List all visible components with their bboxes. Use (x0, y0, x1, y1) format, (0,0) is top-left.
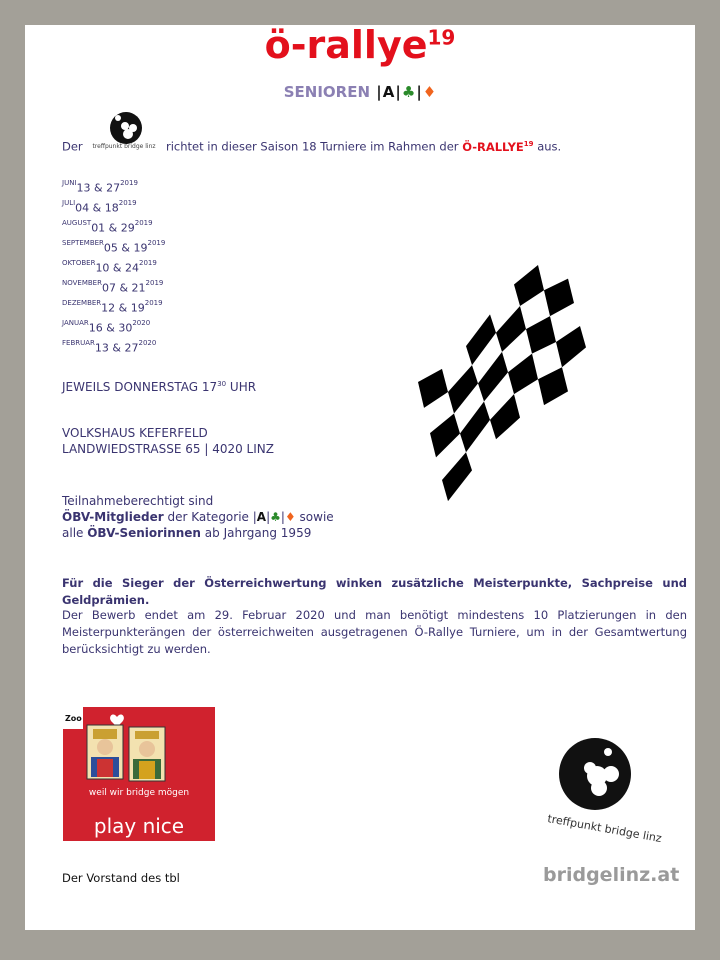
flag-square (466, 314, 496, 365)
date-month: JULI (62, 199, 76, 207)
date-row (62, 273, 322, 293)
page-title: ö-rallye$^{19}$ (264, 23, 456, 67)
seniors-label: SENIOREN (283, 83, 371, 101)
date-row (62, 233, 322, 253)
club-symbol-icon: ♣ (401, 83, 416, 101)
tournament-dates (62, 173, 322, 353)
date-days: 01 & 29 (91, 221, 135, 235)
venue-name: VOLKSHAUS KEFERFELD (62, 426, 208, 440)
date-row (62, 313, 322, 333)
flag-square (544, 279, 574, 317)
prizes-text: Für die Sieger der Österreichwertung winken zusätzliche Meisterpunkte, Sachpreise und Geldprämien. (62, 576, 687, 607)
date-year: 2019 (147, 239, 166, 247)
flag-square (514, 265, 544, 306)
treffpunkt-logo-icon (545, 738, 670, 846)
svg-text:play nice: play nice (93, 814, 185, 838)
svg-text:weil wir bridge mögen: weil wir bridge mögen (88, 788, 190, 798)
sponsor-banner (63, 707, 215, 841)
flag-square (556, 326, 586, 367)
svg-text:treffpunkt bridge linz: treffpunkt bridge linz (546, 812, 663, 846)
schedule-text: JEWEILS DONNERSTAG $17^{30}$ UHR (62, 380, 257, 394)
category-a: A (382, 83, 395, 101)
date-days: 13 & 27 (76, 181, 121, 195)
date-row (62, 333, 322, 353)
date-month: OKTOBER (62, 259, 96, 267)
date-days: 04 & 18 (75, 201, 119, 215)
flag-square (538, 367, 568, 405)
date-month: DEZEMBER (62, 299, 102, 307)
zoo-logo-icon (63, 707, 83, 729)
date-row (62, 253, 322, 273)
date-year: 2019 (134, 219, 153, 227)
date-year: 2020 (132, 319, 151, 327)
svg-text:Zoo: Zoo (65, 714, 82, 723)
flag-square (508, 354, 538, 394)
checkered-flag-icon (388, 272, 588, 462)
rules-text: Der Bewerb endet am 29. Februar 2020 und man benötigt mindestens 10 Platzierungen in den Meisterpunkterängen der österreichweiten ausgetragenen Ö-Rallye Turniere, um in der Gesamtwertung berücksichtigt zu werden. (62, 608, 687, 656)
date-year: 2019 (145, 279, 164, 287)
flag-square (460, 401, 490, 452)
flag-square (526, 316, 556, 354)
flag-square (448, 365, 478, 413)
date-month: AUGUST (62, 219, 92, 227)
date-row (62, 213, 322, 233)
date-days: 10 & 24 (95, 261, 140, 275)
queen-of-hearts-icon (129, 727, 165, 781)
date-days: 16 & 30 (88, 321, 133, 335)
date-year: 2019 (120, 179, 138, 187)
diamond-symbol-icon: ♦ (422, 83, 437, 101)
date-row (62, 173, 322, 193)
category-subtitle: SENIOREN |A|♣|♦ (283, 83, 437, 101)
flag-square (490, 394, 520, 439)
eligibility: Teilnahmeberechtigt sind ÖBV-Mitglieder der Kategorie |A|♣|♦ sowie alle ÖBV-Seniorinnen ab Jahrgang 1959 (62, 494, 334, 540)
flag-square (496, 306, 526, 352)
date-row (62, 293, 322, 313)
svg-text:treffpunkt bridge linz: treffpunkt bridge linz (92, 143, 156, 150)
flag-square (418, 369, 448, 408)
date-days: 12 & 19 (101, 301, 145, 315)
signature: Der Vorstand des tbl (62, 871, 180, 885)
date-year: 2019 (118, 199, 137, 207)
date-month: JANUAR (62, 319, 89, 327)
date-year: 2019 (144, 299, 163, 307)
flag-square (430, 413, 460, 457)
date-month: FEBRUAR (62, 339, 95, 347)
treffpunkt-logo-small-icon (86, 138, 162, 156)
date-month: SEPTEMBER (62, 239, 104, 247)
flag-square (478, 352, 508, 402)
date-year: 2020 (138, 339, 157, 347)
king-card-icon (87, 725, 123, 779)
date-days: 07 & 21 (101, 281, 146, 295)
website-link[interactable]: bridgelinz.at (543, 864, 680, 886)
date-days: 05 & 19 (103, 241, 148, 255)
date-month: JUNI (62, 179, 77, 187)
date-month: NOVEMBER (62, 279, 102, 287)
date-year: 2019 (139, 259, 157, 267)
venue-address: LANDWIEDSTRASSE 65 | 4020 LINZ (62, 442, 274, 456)
date-row (62, 193, 322, 213)
intro-text: Der treffpunkt bridge linz richtet in dieser Saison 18 Turniere im Rahmen der Ö-RALLYE$^{19}$ aus. (62, 138, 662, 156)
date-days: 13 & 27 (94, 341, 139, 355)
